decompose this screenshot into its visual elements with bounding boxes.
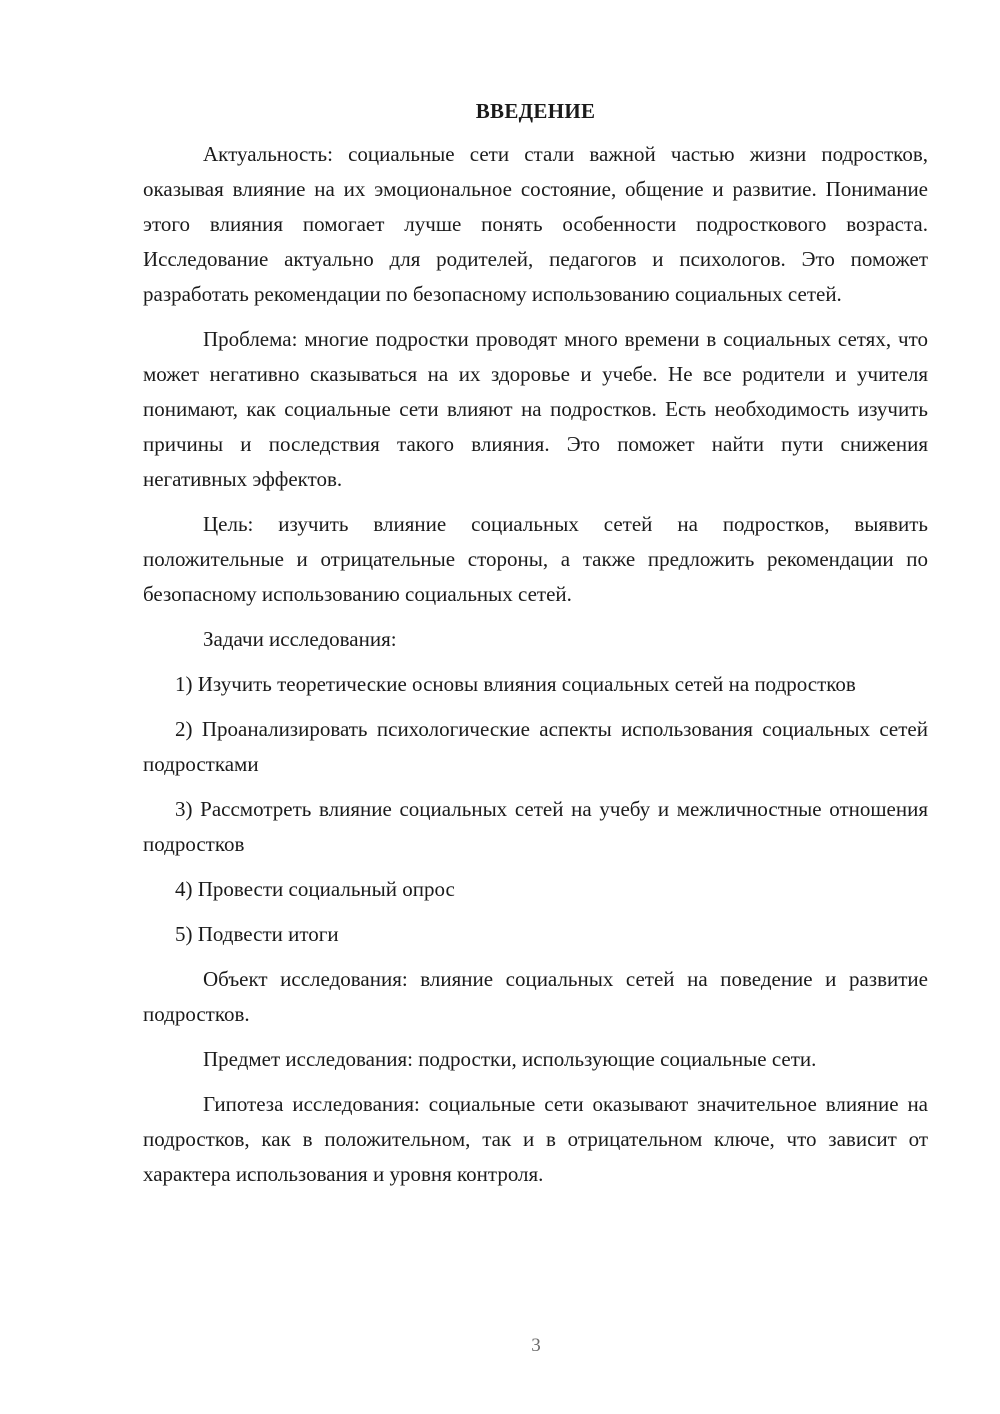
page-number: 3 <box>531 1335 541 1356</box>
paragraph-object: Объект исследования: влияние социальных сетей на поведение и развитие подростков. <box>143 967 928 1026</box>
task-item-5: 5) Подвести итоги <box>175 922 339 946</box>
task-item-2: 2) Проанализировать психологические аспекты использования социальных сетей подростками <box>143 717 928 776</box>
document-page <box>143 96 928 1202</box>
task-item-3: 3) Рассмотреть влияние социальных сетей на учебу и межличностные отношения подростков <box>143 797 928 856</box>
paragraph-hypothesis: Гипотеза исследования: социальные сети оказывают значительное влияние на подростков, как в положительном, так и в отрицательном ключе, что зависит от характера использования и уровня контроля. <box>143 1092 928 1186</box>
paragraph-goal: Цель: изучить влияние социальных сетей на подростков, выявить положительные и отрицательные стороны, а также предложить рекомендации по безопасному использованию социальных сетей. <box>143 512 928 606</box>
paragraph-relevance: Актуальность: социальные сети стали важной частью жизни подростков, оказывая влияние на их эмоциональное состояние, общение и развитие. Понимание этого влияния помогает лучше понять особенности подросткового возраста. Исследование актуально для родителей, педагогов и психологов. Это поможет разработать рекомендации по безопасному использованию социальных сетей. <box>143 142 928 306</box>
task-item-4: 4) Провести социальный опрос <box>175 877 455 901</box>
paragraph-tasks-heading: Задачи исследования: <box>203 627 397 651</box>
paragraph-subject: Предмет исследования: подростки, использующие социальные сети. <box>203 1047 817 1071</box>
paragraph-problem: Проблема: многие подростки проводят много времени в социальных сетях, что может негативно сказываться на их здоровье и учебе. Не все родители и учителя понимают, как социальные сети влияют на подростков. Есть необходимость изучить причины и последствия такого влияния. Это поможет найти пути снижения негативных эффектов. <box>143 327 928 491</box>
section-title: ВВЕДЕНИЕ <box>475 99 596 123</box>
task-item-1: 1) Изучить теоретические основы влияния социальных сетей на подростков <box>175 672 856 696</box>
